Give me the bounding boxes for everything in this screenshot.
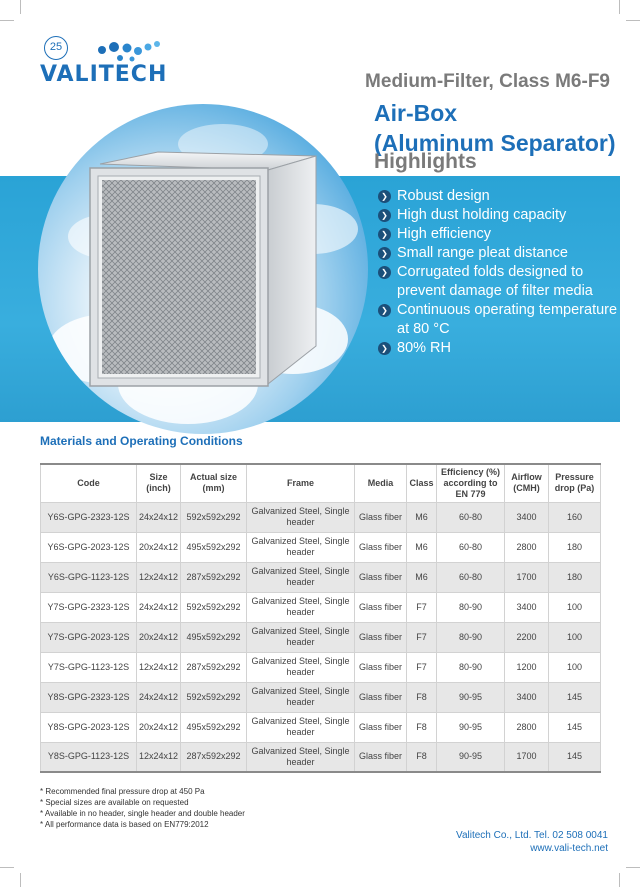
table-cell: 495x592x292 xyxy=(181,532,247,562)
table-cell: 592x592x292 xyxy=(181,592,247,622)
table-row xyxy=(41,592,601,622)
product-title-line: (Aluminum Separator) xyxy=(374,130,616,156)
product-title xyxy=(374,98,616,158)
table-row xyxy=(41,712,601,742)
table-cell: 24x24x12 xyxy=(137,592,181,622)
table-header-row xyxy=(41,464,601,502)
chevron-right-circle-icon: ❯ xyxy=(378,266,391,279)
table-cell: 3400 xyxy=(505,592,549,622)
crop-mark xyxy=(20,0,21,14)
footnote: * Special sizes are available on requested xyxy=(40,798,189,807)
crop-mark xyxy=(626,20,640,21)
table-cell: F7 xyxy=(407,652,437,682)
table-cell: 80-90 xyxy=(437,652,505,682)
table-cell: M6 xyxy=(407,532,437,562)
table-cell: Galvanized Steel, Single header xyxy=(247,562,355,592)
table-cell: 160 xyxy=(549,502,601,532)
table-cell: Y6S-GPG-1123-12S xyxy=(41,562,137,592)
column-header: Code xyxy=(41,464,137,502)
table-cell: 24x24x12 xyxy=(137,682,181,712)
highlight-item xyxy=(374,206,624,225)
table-cell: 495x592x292 xyxy=(181,622,247,652)
highlight-item xyxy=(374,244,624,263)
table-cell: Glass fiber xyxy=(355,712,407,742)
footnotes xyxy=(40,786,245,830)
table-cell: 1200 xyxy=(505,652,549,682)
table-cell: Galvanized Steel, Single header xyxy=(247,682,355,712)
materials-section-title: Materials and Operating Conditions xyxy=(40,434,243,448)
table-cell: 12x24x12 xyxy=(137,562,181,592)
contact-info xyxy=(456,829,608,855)
highlight-item xyxy=(374,187,624,206)
table-cell: 145 xyxy=(549,742,601,772)
table-cell: Galvanized Steel, Single header xyxy=(247,712,355,742)
highlight-item xyxy=(374,301,624,339)
crop-mark xyxy=(619,0,620,14)
table-cell: Galvanized Steel, Single header xyxy=(247,622,355,652)
table-cell: Glass fiber xyxy=(355,652,407,682)
table-cell: 287x592x292 xyxy=(181,562,247,592)
brand-logo xyxy=(40,40,175,90)
table-cell: F8 xyxy=(407,712,437,742)
table-cell: Y7S-GPG-2323-12S xyxy=(41,592,137,622)
table-row xyxy=(41,502,601,532)
column-header: Size (inch) xyxy=(137,464,181,502)
highlight-text: 80% RH xyxy=(397,340,451,356)
column-header: Efficiency (%) according to EN 779 xyxy=(437,464,505,502)
table-cell: 12x24x12 xyxy=(137,742,181,772)
table-cell: 100 xyxy=(549,652,601,682)
table-cell: 2800 xyxy=(505,532,549,562)
table-cell: Glass fiber xyxy=(355,532,407,562)
page-number-badge: 25 xyxy=(44,36,68,60)
table-cell: 60-80 xyxy=(437,532,505,562)
crop-mark xyxy=(626,867,640,868)
logo-dots-icon xyxy=(40,40,175,64)
table-cell: Glass fiber xyxy=(355,592,407,622)
website-link[interactable]: www.vali-tech.net xyxy=(530,843,608,854)
table-cell: Y7S-GPG-2023-12S xyxy=(41,622,137,652)
highlight-text: High dust holding capacity xyxy=(397,207,567,223)
table-cell: 287x592x292 xyxy=(181,742,247,772)
column-header: Class xyxy=(407,464,437,502)
table-cell: Glass fiber xyxy=(355,622,407,652)
table-cell: Galvanized Steel, Single header xyxy=(247,592,355,622)
table-cell: Galvanized Steel, Single header xyxy=(247,532,355,562)
chevron-right-circle-icon: ❯ xyxy=(378,342,391,355)
table-cell: Glass fiber xyxy=(355,742,407,772)
table-cell: 80-90 xyxy=(437,592,505,622)
table-cell: 60-80 xyxy=(437,562,505,592)
table-cell: 1700 xyxy=(505,562,549,592)
table-cell: 90-95 xyxy=(437,742,505,772)
highlight-item xyxy=(374,263,624,301)
product-title-line: Air-Box xyxy=(374,100,458,126)
table-cell: 592x592x292 xyxy=(181,682,247,712)
table-cell: 20x24x12 xyxy=(137,532,181,562)
highlight-text: High efficiency xyxy=(397,226,492,242)
table-cell: Y6S-GPG-2323-12S xyxy=(41,502,137,532)
table-cell: 2200 xyxy=(505,622,549,652)
table-cell: Y8S-GPG-2023-12S xyxy=(41,712,137,742)
table-row xyxy=(41,532,601,562)
footnote: * Available in no header, single header and double header xyxy=(40,809,245,818)
table-cell: 3400 xyxy=(505,502,549,532)
table-cell: Glass fiber xyxy=(355,682,407,712)
highlight-text: Continuous operating temperature at 80 °C xyxy=(397,302,618,337)
product-subtitle: Medium-Filter, Class M6-F9 xyxy=(365,71,610,92)
highlight-item xyxy=(374,339,624,358)
table-cell: 90-95 xyxy=(437,712,505,742)
crop-mark xyxy=(0,867,14,868)
table-cell: Y8S-GPG-1123-12S xyxy=(41,742,137,772)
table-cell: Galvanized Steel, Single header xyxy=(247,652,355,682)
column-header: Pressure drop (Pa) xyxy=(549,464,601,502)
table-cell: Glass fiber xyxy=(355,562,407,592)
column-header: Frame xyxy=(247,464,355,502)
table-cell: M6 xyxy=(407,502,437,532)
table-cell: F7 xyxy=(407,592,437,622)
highlight-text: Corrugated folds designed to prevent damage of filter media xyxy=(397,264,593,299)
table-cell: 20x24x12 xyxy=(137,622,181,652)
table-cell: M6 xyxy=(407,562,437,592)
highlight-text: Small range pleat distance xyxy=(397,245,568,261)
table-cell: 2800 xyxy=(505,712,549,742)
table-row xyxy=(41,682,601,712)
table-row xyxy=(41,652,601,682)
table-cell: 180 xyxy=(549,562,601,592)
table-cell: 287x592x292 xyxy=(181,652,247,682)
chevron-right-circle-icon: ❯ xyxy=(378,209,391,222)
highlight-item xyxy=(374,225,624,244)
table-cell: 592x592x292 xyxy=(181,502,247,532)
table-cell: Y7S-GPG-1123-12S xyxy=(41,652,137,682)
company-phone: Valitech Co., Ltd. Tel. 02 508 0041 xyxy=(456,830,608,841)
table-cell: 100 xyxy=(549,622,601,652)
table-cell: 20x24x12 xyxy=(137,712,181,742)
column-header: Media xyxy=(355,464,407,502)
table-cell: 180 xyxy=(549,532,601,562)
chevron-right-circle-icon: ❯ xyxy=(378,228,391,241)
chevron-right-circle-icon: ❯ xyxy=(378,247,391,260)
table-cell: Glass fiber xyxy=(355,502,407,532)
table-cell: F7 xyxy=(407,622,437,652)
table-row xyxy=(41,562,601,592)
table-cell: 60-80 xyxy=(437,502,505,532)
air-box-filter-image xyxy=(88,150,320,390)
table-cell: Galvanized Steel, Single header xyxy=(247,502,355,532)
highlight-text: Robust design xyxy=(397,188,490,204)
table-cell: Y8S-GPG-2323-12S xyxy=(41,682,137,712)
table-cell: F8 xyxy=(407,742,437,772)
table-cell: 90-95 xyxy=(437,682,505,712)
table-row xyxy=(41,622,601,652)
brand-name: VALITECH xyxy=(40,62,168,87)
table-cell: 1700 xyxy=(505,742,549,772)
table-cell: 145 xyxy=(549,682,601,712)
table-cell: Y6S-GPG-2023-12S xyxy=(41,532,137,562)
table-cell: 12x24x12 xyxy=(137,652,181,682)
column-header: Airflow (CMH) xyxy=(505,464,549,502)
table-cell: 100 xyxy=(549,592,601,622)
table-cell: Galvanized Steel, Single header xyxy=(247,742,355,772)
table-cell: F8 xyxy=(407,682,437,712)
crop-mark xyxy=(0,20,14,21)
chevron-right-circle-icon: ❯ xyxy=(378,304,391,317)
footnote: * Recommended final pressure drop at 450 Pa xyxy=(40,787,205,796)
table-row xyxy=(41,742,601,772)
specs-table xyxy=(40,463,601,773)
crop-mark xyxy=(20,873,21,887)
crop-mark xyxy=(619,873,620,887)
table-cell: 495x592x292 xyxy=(181,712,247,742)
footnote: * All performance data is based on EN779:2012 xyxy=(40,820,209,829)
chevron-right-circle-icon: ❯ xyxy=(378,190,391,203)
column-header: Actual size (mm) xyxy=(181,464,247,502)
table-cell: 145 xyxy=(549,712,601,742)
highlights-heading: Highlights xyxy=(374,150,477,173)
highlights-list xyxy=(374,187,624,358)
table-cell: 80-90 xyxy=(437,622,505,652)
table-cell: 3400 xyxy=(505,682,549,712)
table-cell: 24x24x12 xyxy=(137,502,181,532)
